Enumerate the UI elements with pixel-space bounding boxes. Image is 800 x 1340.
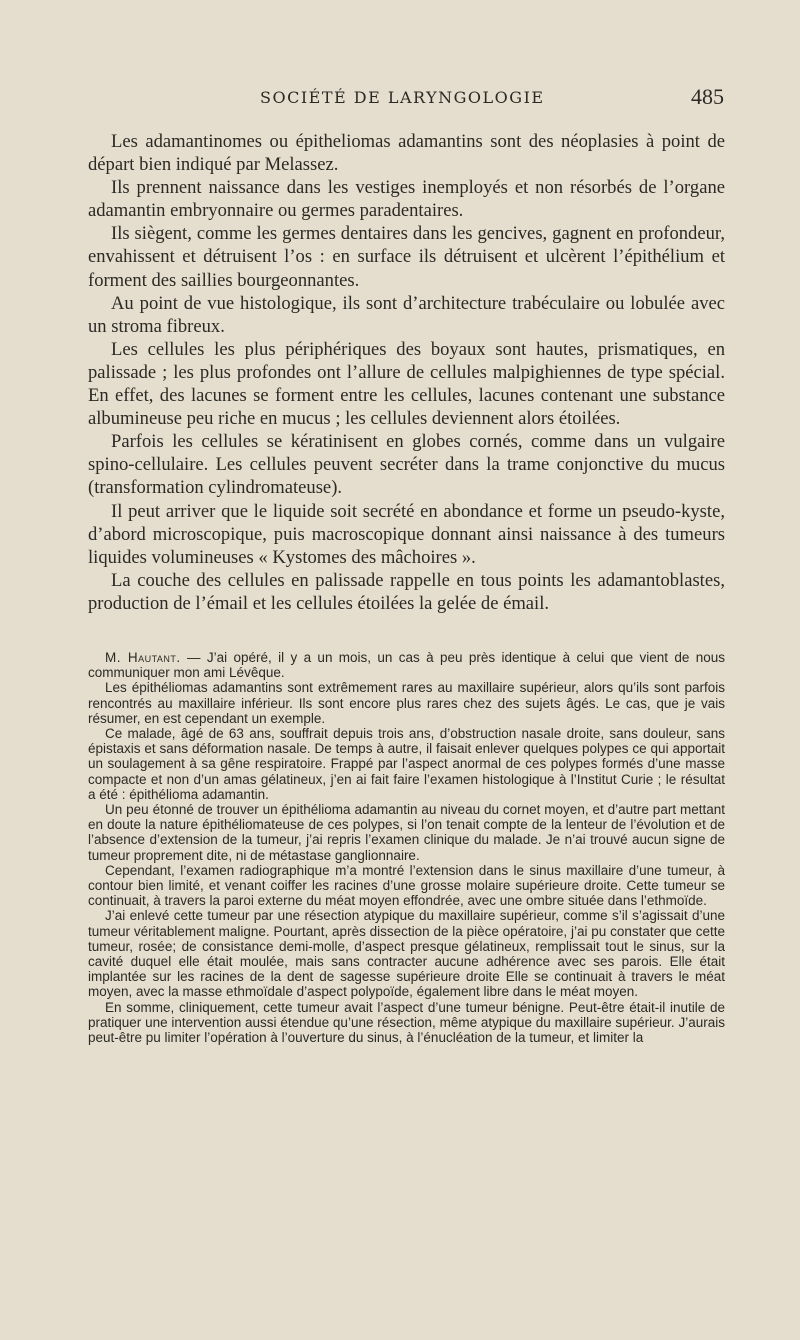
body-paragraph: Il peut arriver que le liquide soit secrété en abondance et forme un pseudo-kyste, d’abord microscopique, puis macroscopique donnant ainsi naissance à des tumeurs liquides volumineuses « Kystomes des mâchoires ». xyxy=(88,500,725,568)
body-paragraph: Ils prennent naissance dans les vestiges inemployés et non résorbés de l’organe adamantin embryonnaire ou germes paradentaires. xyxy=(88,177,725,222)
speaker-name: M. Hautant. xyxy=(105,650,181,665)
page-number: 485 xyxy=(691,84,724,109)
running-title: SOCIÉTÉ DE LARYNGOLOGIE xyxy=(260,88,545,107)
discussion-opening-text: — J’ai opéré, il y a un mois, un cas à peu près identique à celui que vient de nous communiquer mon ami Lévêque. xyxy=(88,650,725,681)
discussion-paragraph: En somme, cliniquement, cette tumeur avait l’aspect d’une tumeur bénigne. Peut-être était-il inutile de pratiquer une intervention aussi étendue qu’une résection, même atypique du maxillaire supérieur. J’aurais peut-être pu limiter l’opération à l’ouverture du sinus, à l’énucléation de la tumeur, et limiter la xyxy=(88,999,725,1046)
discussion-section xyxy=(88,650,725,1045)
body-paragraph: Les adamantinomes ou épitheliomas adamantins sont des néoplasies à point de départ bien indiqué par Melassez. xyxy=(88,131,725,176)
page-header xyxy=(88,84,724,112)
body-paragraph: Les cellules les plus périphériques des boyaux sont hautes, prismatiques, en palissade ; les plus profondes ont l’allure de cellules malpighiennes de type spécial. En effet, des lacunes se forment entre les cellules, lacunes contenant une substance albumineuse peu riche en mucus ; les cellules deviennent alors étoilées. xyxy=(88,338,725,430)
discussion-paragraph: Ce malade, âgé de 63 ans, souffrait depuis trois ans, d’obstruction nasale droite, sans douleur, sans épistaxis et sans déformation nasale. De temps à autre, il faisait enlever quelques polypes ce qui apportait un soulagement à sa gêne respiratoire. Frappé par l’aspect anormal de ces polypes formés d’une masse compacte et non d’un amas gélatineux, j’en ai fait faire l’examen histologique à l’Institut Curie ; le résultat a été : épithélioma adamantin. xyxy=(88,726,725,802)
body-paragraph: Ils siègent, comme les germes dentaires dans les gencives, gagnent en profondeur, envahissent et détruisent l’os : en surface ils détruisent et ulcèrent l’épithélium et forment des saillies bourgeonnantes. xyxy=(88,223,725,291)
discussion-first-paragraph xyxy=(88,650,725,680)
body-paragraph: Au point de vue histologique, ils sont d’architecture trabéculaire ou lobulée avec un stroma fibreux. xyxy=(88,292,725,337)
body-paragraph: Parfois les cellules se kératinisent en globes cornés, comme dans un vulgaire spino-cellulaire. Les cellules peuvent secréter dans la trame conjonctive du mucus (transformation cylindromateuse). xyxy=(88,431,725,499)
body-paragraph: La couche des cellules en palissade rappelle en tous points les adamantoblastes, production de l’émail et les cellules étoilées la gelée de émail. xyxy=(88,569,725,614)
discussion-paragraph: Les épithéliomas adamantins sont extrêmement rares au maxillaire supérieur, alors qu’ils sont parfois rencontrés au maxillaire inférieur. Ils sont encore plus rares chez des sujets âgés. Le cas, que je vais résumer, en est cependant un exemple. xyxy=(88,680,725,726)
discussion-paragraph: Cependant, l’examen radiographique m’a montré l’extension dans le sinus maxillaire d’une tumeur, à contour bien limité, et venant coiffer les racines d’une grosse molaire supérieure droite. Cette tumeur se continuait, à travers la paroi externe du méat moyen effondrée, avec une ombre située dans l’ethmoïde. xyxy=(88,862,725,909)
discussion-paragraph: J’ai enlevé cette tumeur par une résection atypique du maxillaire supérieur, comme s’il s’agissait d’une tumeur véritablement maligne. Pourtant, après dissection de la pièce opératoire, j’ai pu constater que cette tumeur, rosée; de consistance demi-molle, d’aspect presque gélatineux, remplissait tout le sinus, sur la cavité duquel elle était moulée, mais sans contracter aucune adhérence avec ses parois. Elle était implantée sur les racines de la dent de sagesse supérieure droite Elle se continuait à travers le méat moyen, avec la masse ethmoïdale d’aspect polypoïde, également libre dans le méat moyen. xyxy=(88,908,725,1000)
discussion-paragraph: Un peu étonné de trouver un épithélioma adamantin au niveau du cornet moyen, et d’autre part mettant en doute la nature épithéliomateuse de ces polypes, si l’on tenait compte de la lenteur de l’évolution et de l’absence d’extension de la tumeur, j’ai repris l’examen clinique du malade. Je n’ai trouvé aucun signe de tumeur proprement dite, ni de métastase ganglionnaire. xyxy=(88,802,725,863)
main-text xyxy=(88,130,725,615)
